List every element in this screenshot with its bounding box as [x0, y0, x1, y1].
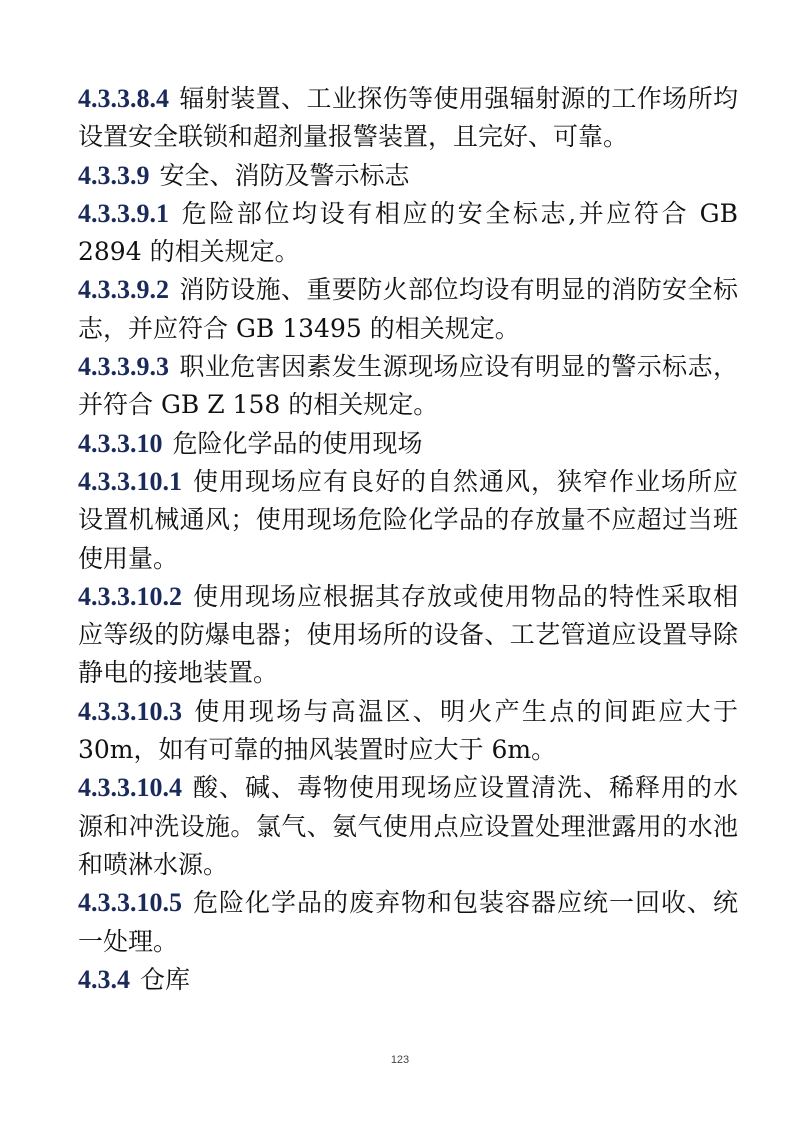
paragraph-text: 职业危害因素发生源现场应设有明显的警示标志，并符合 GB Z 158 的相关规定。: [78, 352, 738, 420]
section-number: 4.3.3.10.4: [78, 773, 182, 803]
document-body: [78, 80, 738, 999]
paragraph-text: 使用现场应根据其存放或使用物品的特性采取相应等级的防爆电器；使用场所的设备、工艺管道应设置导除静电的接地装置。: [78, 581, 738, 688]
paragraph-text: 使用现场与高温区、明火产生点的间距应大于 30m，如有可靠的抽风装置时应大于 6m。: [78, 696, 738, 765]
paragraph-text: 使用现场应有良好的自然通风，狭窄作业场所应设置机械通风；使用现场危险化学品的存放量不应超过当班使用量。: [78, 466, 738, 573]
paragraph-text: 危险化学品的使用现场: [172, 428, 423, 458]
paragraph: [78, 271, 738, 348]
paragraph: [78, 693, 738, 770]
page-number: 123: [390, 1054, 410, 1066]
section-number: 4.3.3.10.3: [78, 696, 182, 726]
paragraph-text: 酸、碱、毒物使用现场应设置清洗、稀释用的水源和冲洗设施。氯气、氨气使用点应设置处理泄露用的水池和喷淋水源。: [78, 773, 738, 879]
section-number: 4.3.3.9.2: [78, 275, 169, 305]
section-number: 4.3.3.10.2: [78, 581, 182, 611]
section-number: 4.3.4: [78, 964, 130, 994]
paragraph-text: 消防设施、重要防火部位均设有明显的消防安全标志，并应符合 GB 13495 的相关规定。: [78, 275, 738, 343]
paragraph: [78, 961, 738, 999]
section-number: 4.3.3.10.5: [78, 888, 182, 918]
section-number: 4.3.3.9.1: [78, 198, 169, 228]
paragraph: [78, 425, 738, 463]
section-number: 4.3.3.9.3: [78, 352, 169, 382]
paragraph: [78, 195, 738, 272]
paragraph: [78, 348, 738, 425]
paragraph-text: 辐射装置、工业探伤等使用强辐射源的工作场所均设置安全联锁和超剂量报警装置，且完好、可靠。: [78, 84, 738, 152]
section-number: 4.3.3.9: [78, 160, 150, 190]
paragraph-text: 安全、消防及警示标志: [159, 160, 410, 190]
section-number: 4.3.3.8.4: [78, 84, 169, 113]
paragraph: [78, 157, 738, 195]
paragraph-text: 仓库: [140, 964, 191, 994]
paragraph-text: 危险化学品的废弃物和包装容器应统一回收、统一处理。: [78, 888, 738, 956]
paragraph-text: 危险部位均设有相应的安全标志,并应符合 GB 2894 的相关规定。: [78, 198, 738, 267]
paragraph: [78, 80, 738, 157]
paragraph: [78, 578, 738, 693]
section-number: 4.3.3.10: [78, 428, 163, 458]
paragraph: [78, 884, 738, 961]
paragraph: [78, 769, 738, 884]
paragraph: [78, 463, 738, 578]
section-number: 4.3.3.10.1: [78, 466, 182, 496]
